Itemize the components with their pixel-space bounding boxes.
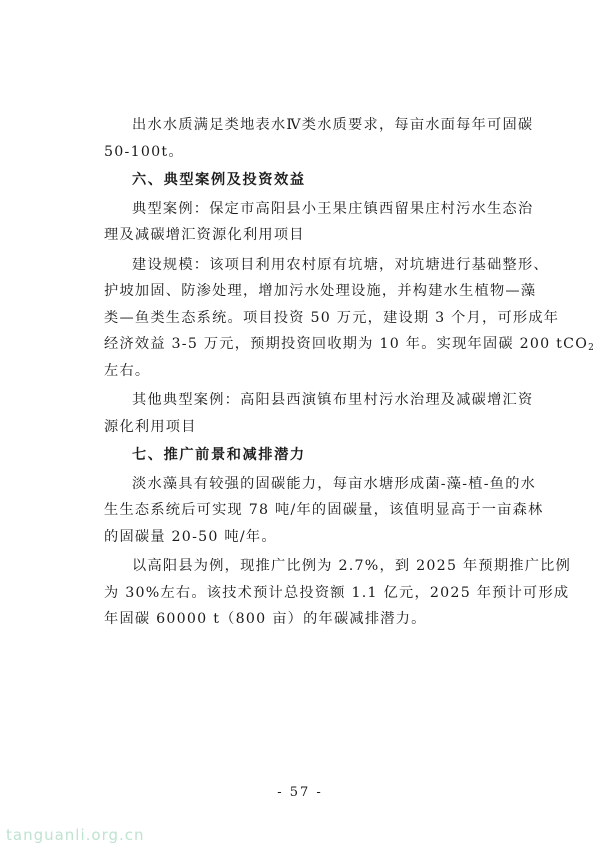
intro-paragraph <box>104 112 534 165</box>
text-fragment: 经济效益 3-5 万元，预期投资回收期为 10 年。实现年固碳 200 tCO <box>104 336 589 352</box>
text-line: 生生态系统后可实现 78 吨/年的固碳量，该值明显高于一亩森林 <box>104 502 544 518</box>
text-line: 理及减碳增汇资源化利用项目 <box>104 227 305 243</box>
algae-paragraph <box>104 471 544 551</box>
text-line: 左右。 <box>104 362 151 379</box>
text-line: 护坡加固、防渗处理，增加污水处理设施，并构建水生植物—藻 <box>104 283 537 299</box>
text-line: 其他典型案例：高阳县西演镇布里村污水治理及减碳增汇资 <box>132 392 534 408</box>
text-line: 典型案例：保定市高阳县小王果庄镇西留果庄村污水生态治 <box>132 200 534 217</box>
text-line: 淡水藻具有较强的固碳能力，每亩水塘形成菌-藻-植-鱼的水 <box>132 475 537 492</box>
co2-subscript: 2 <box>588 343 594 353</box>
other-cases-paragraph <box>104 387 534 440</box>
text-line: 50-100t。 <box>104 143 184 160</box>
section-heading-7: 七、推广前景和减排潜力 <box>132 447 306 463</box>
text-line: 类—鱼类生态系统。项目投资 50 万元，建设期 3 个月，可形成年 <box>104 309 560 326</box>
watermark: tanguanli.org.cn <box>6 826 145 844</box>
text-line: 源化利用项目 <box>104 418 197 435</box>
typical-case-paragraph <box>104 196 534 249</box>
text-line: 的固碳量 20-50 吨/年。 <box>104 528 277 545</box>
construction-scale-paragraph <box>104 252 594 385</box>
text-line: 建设规模：该项目利用农村原有坑塘，对坑塘进行基础整形、 <box>132 256 549 273</box>
text-line: 出水水质满足类地表水Ⅳ类水质要求，每亩水面每年可固碳 <box>132 117 534 133</box>
text-line: 以高阳县为例，现推广比例为 2.7%，到 2025 年预期推广比例 <box>132 558 572 574</box>
text-line: 年固碳 60000 t（800 亩）的年碳减排潜力。 <box>104 611 427 627</box>
gaoyang-paragraph <box>104 553 572 633</box>
section-heading-6: 六、典型案例及投资效益 <box>132 172 306 188</box>
text-line: 为 30%左右。该技术预计总投资额 1.1 亿元，2025 年预计可形成 <box>104 584 570 601</box>
page-number: - 57 - <box>277 785 323 800</box>
page-content <box>104 112 594 633</box>
text-line <box>104 331 594 358</box>
